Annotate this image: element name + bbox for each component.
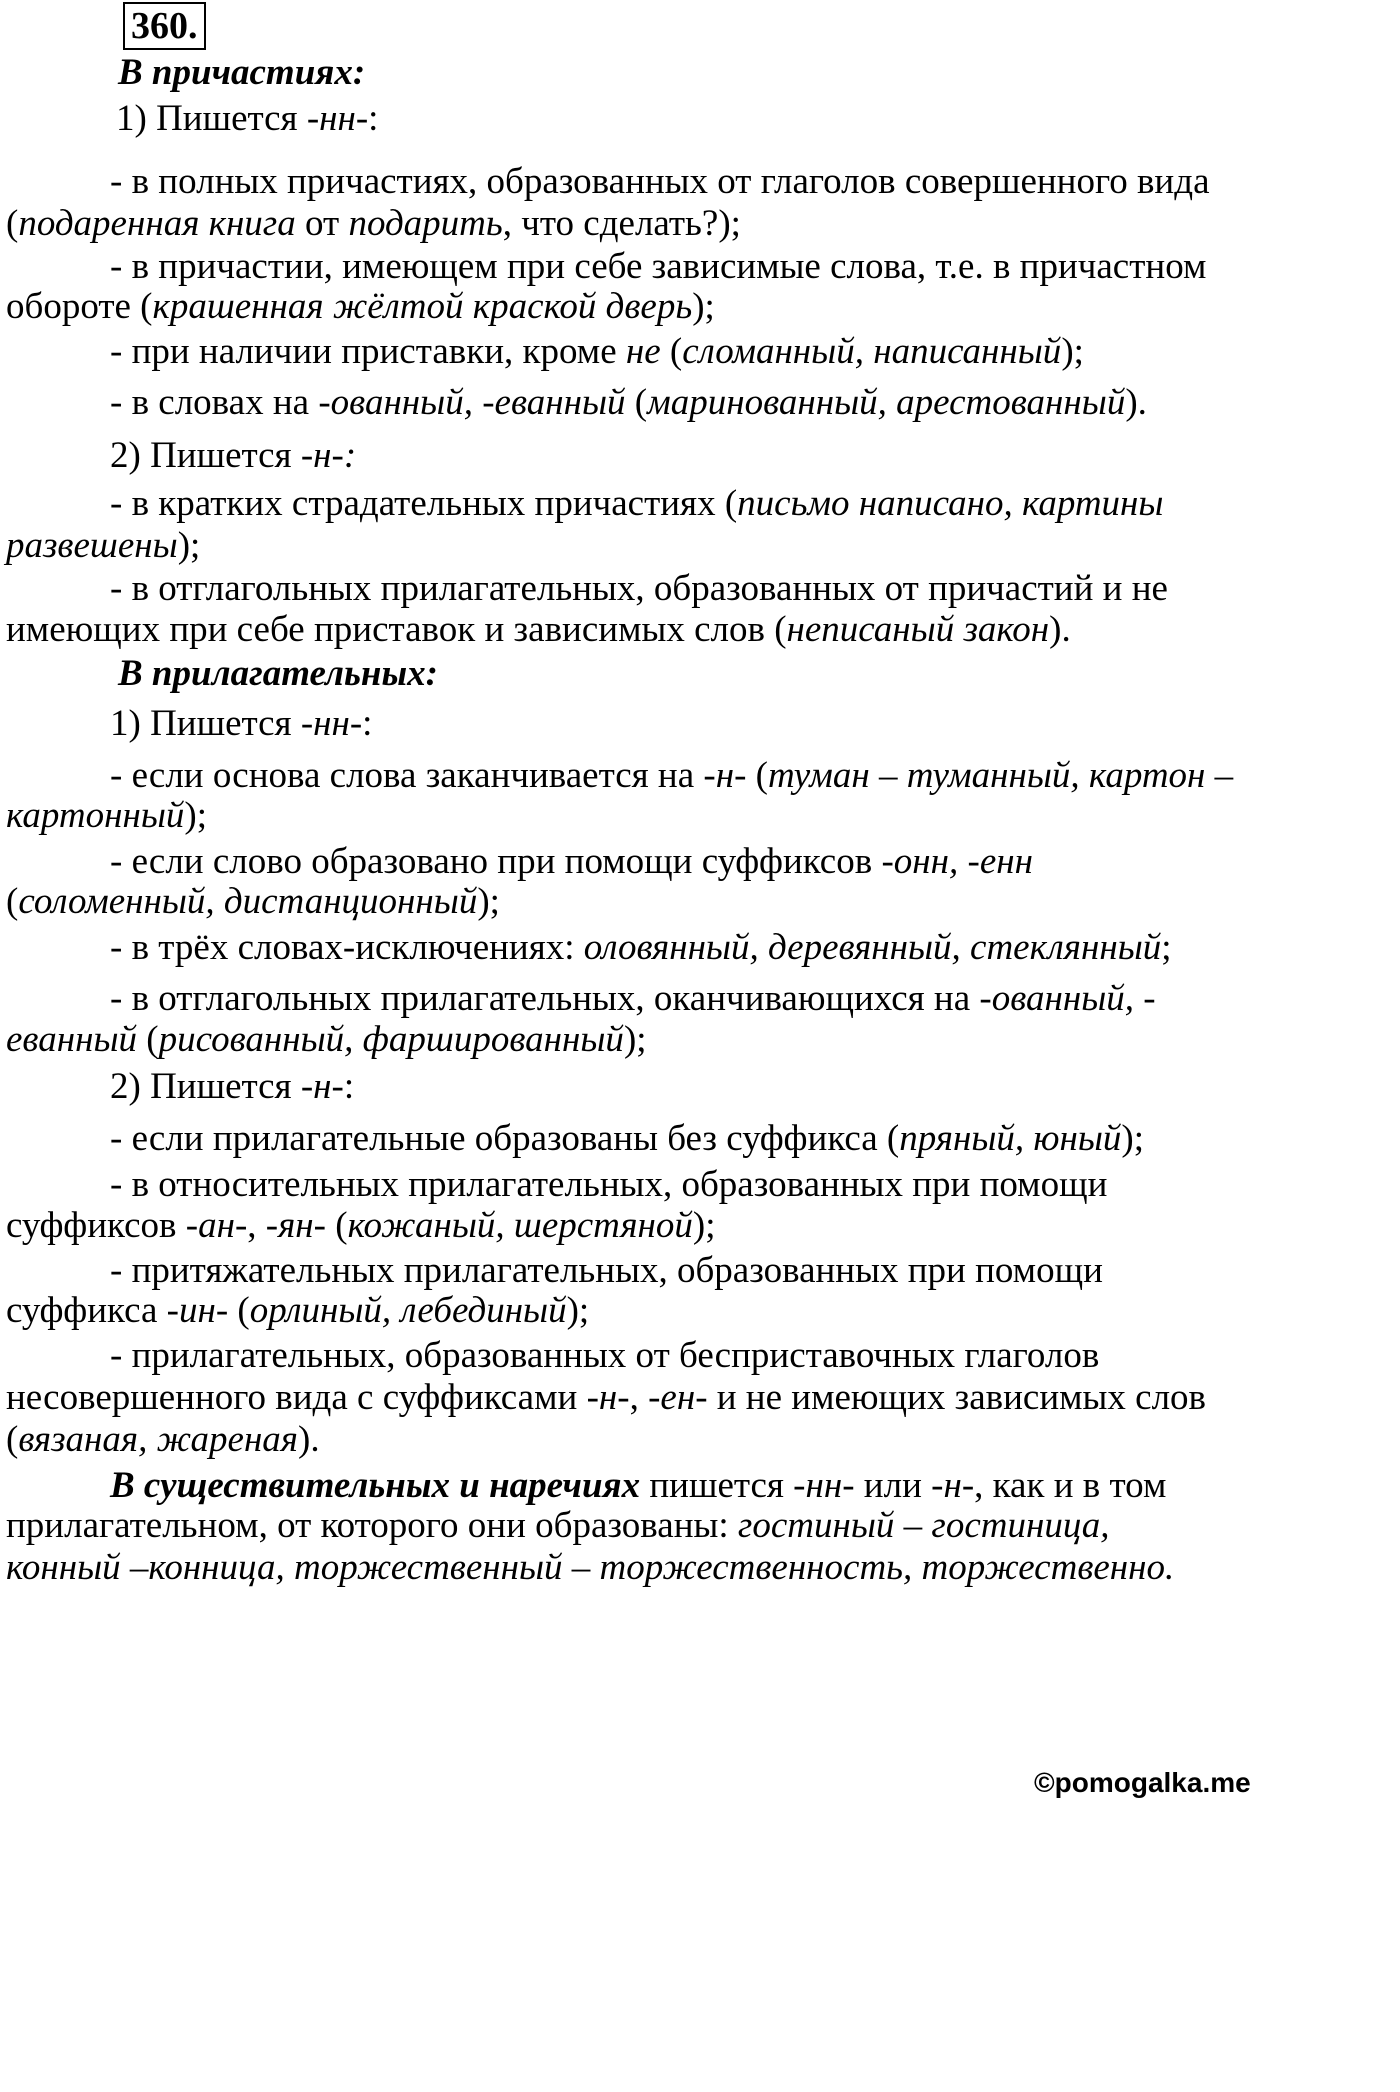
adjectives-heading: В прилагательных: <box>118 653 438 694</box>
adjectives-item-7: - притяжательных прилагательных, образованных при помощи <box>110 1250 1103 1291</box>
adjectives-item-7-cont: суффикса -ин- (орлиный, лебединый); <box>6 1290 590 1331</box>
adjectives-item-6: - в относительных прилагательных, образованных при помощи <box>110 1164 1108 1205</box>
participles-item-6-cont: имеющих при себе приставок и зависимых слов (неписаный закон). <box>6 609 1071 650</box>
adjectives-item-3: - в трёх словах-исключениях: оловянный, деревянный, стеклянный; <box>110 927 1172 968</box>
participles-item-6: - в отглагольных прилагательных, образованных от причастий и не <box>110 568 1168 609</box>
participles-item-5: - в кратких страдательных причастиях (письмо написано, картины <box>110 483 1164 524</box>
participles-item-5-cont: развешены); <box>6 525 201 566</box>
nouns-adverbs-examples: конный –конница, торжественный – торжественность, торжественно. <box>6 1547 1175 1588</box>
participles-heading: В причастиях: <box>118 52 366 93</box>
participles-item-2: - в причастии, имеющем при себе зависимые слова, т.е. в причастном <box>110 246 1207 287</box>
adjectives-item-2-cont: (соломенный, дистанционный); <box>6 881 500 922</box>
participles-rule-2: 2) Пишется -н-: <box>110 435 357 476</box>
participles-item-4: - в словах на -ованный, -еванный (маринованный, арестованный). <box>110 382 1147 423</box>
participles-item-2-cont: обороте (крашенная жёлтой краской дверь); <box>6 286 715 327</box>
adjectives-rule-1: 1) Пишется -нн-: <box>110 703 373 744</box>
adjectives-item-5: - если прилагательные образованы без суффикса (пряный, юный); <box>110 1118 1144 1159</box>
adjectives-item-8: - прилагательных, образованных от бесприставочных глаголов <box>110 1335 1100 1376</box>
adjectives-item-1-cont: картонный); <box>6 795 207 836</box>
participles-item-1-cont: (подаренная книга от подарить, что сделать?); <box>6 203 741 244</box>
nouns-adverbs-rule-cont: прилагательном, от которого они образованы: гостиный – гостиница, <box>6 1505 1110 1546</box>
watermark: ©pomogalka.me <box>1034 1767 1251 1798</box>
exercise-number: 360. <box>123 2 206 50</box>
adjectives-item-4-cont: еванный (рисованный, фаршированный); <box>6 1019 647 1060</box>
adjectives-item-6-cont: суффиксов -ан-, -ян- (кожаный, шерстяной); <box>6 1205 716 1246</box>
adjectives-item-4: - в отглагольных прилагательных, оканчивающихся на -ованный, - <box>110 978 1156 1019</box>
participles-item-3: - при наличии приставки, кроме не (сломанный, написанный); <box>110 331 1084 372</box>
adjectives-item-8-cont: несовершенного вида с суффиксами -н-, -ен- и не имеющих зависимых слов <box>6 1377 1207 1418</box>
adjectives-item-2: - если слово образовано при помощи суффиксов -онн, -енн <box>110 841 1033 882</box>
participles-rule-1: 1) Пишется -нн-: <box>116 98 379 139</box>
adjectives-item-1: - если основа слова заканчивается на -н- (туман – туманный, картон – <box>110 755 1234 796</box>
nouns-adverbs-rule: В существительных и наречиях пишется -нн- или -н-, как и в том <box>110 1465 1167 1506</box>
adjectives-rule-2: 2) Пишется -н-: <box>110 1066 355 1107</box>
participles-item-1: - в полных причастиях, образованных от глаголов совершенного вида <box>110 161 1210 202</box>
adjectives-item-8-cont-2: (вязаная, жареная). <box>6 1419 320 1460</box>
